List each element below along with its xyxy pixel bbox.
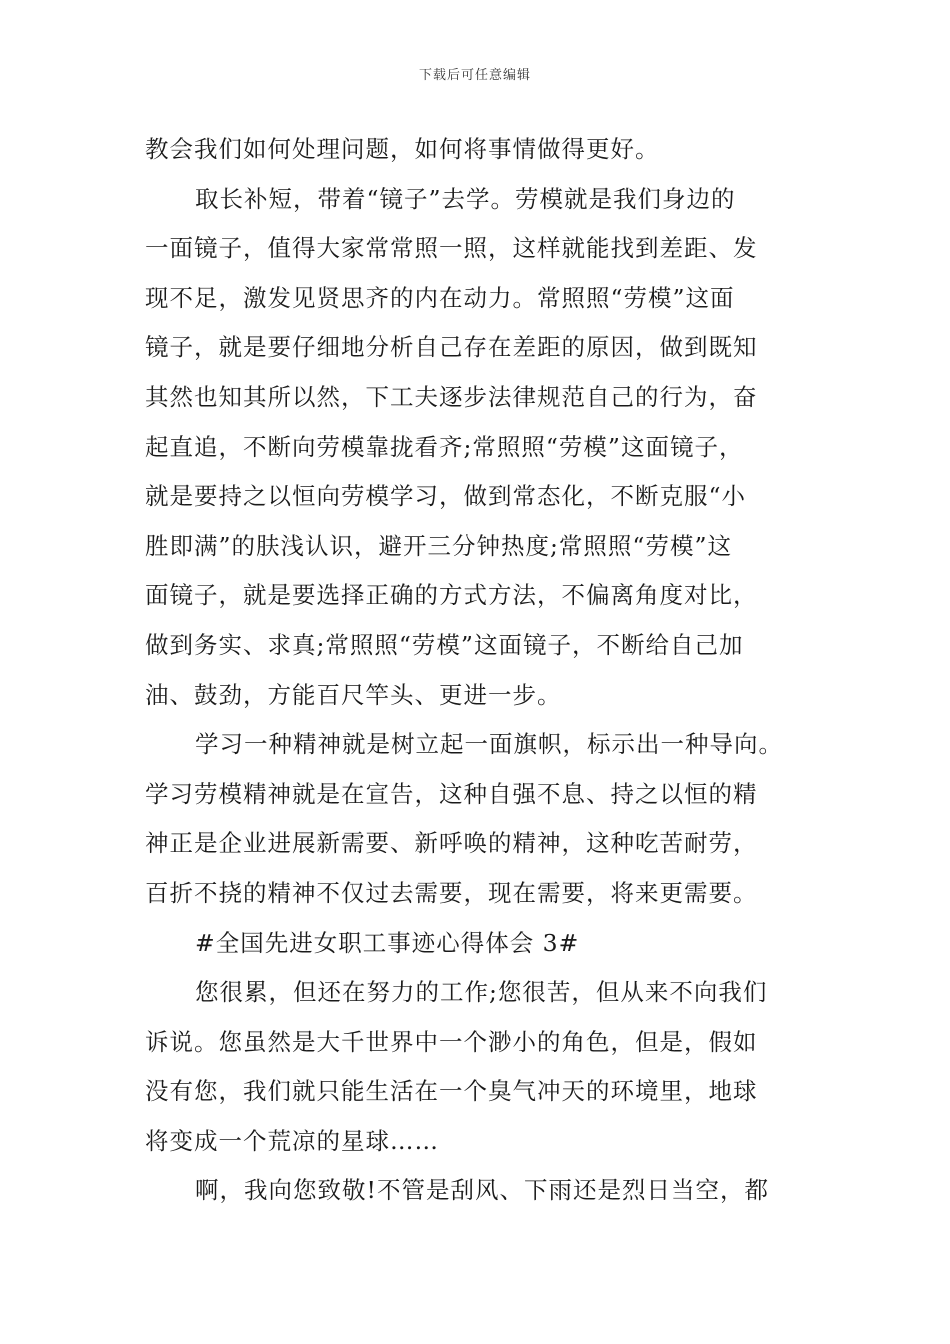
text-line: 您很累，但还在努力的工作;您很苦，但从来不向我们 xyxy=(195,978,768,1007)
text-line: 起直追，不断向劳模靠拢看齐;常照照“劳模”这面镜子， xyxy=(145,432,744,461)
text-line: 就是要持之以恒向劳模学习，做到常态化，不断克服“小 xyxy=(145,482,747,511)
text-line: 其然也知其所以然，下工夫逐步法律规范自己的行为，奋 xyxy=(145,382,758,411)
text-line: 诉说。您虽然是大千世界中一个渺小的角色，但是，假如 xyxy=(145,1027,758,1056)
text-line: 取长补短，带着“镜子”去学。劳模就是我们身边的 xyxy=(195,184,736,213)
text-line: 没有您，我们就只能生活在一个臭气冲天的环境里，地球 xyxy=(145,1077,758,1106)
text-line: 油、鼓劲，方能百尺竿头、更进一步。 xyxy=(145,680,562,709)
text-line: 胜即满”的肤浅认识，避开三分钟热度;常照照“劳模”这 xyxy=(145,531,732,560)
text-line: 将变成一个荒凉的星球…… xyxy=(145,1126,439,1155)
text-line: 学习劳模精神就是在宣告，这种自强不息、持之以恒的精 xyxy=(145,779,758,808)
section-heading: #全国先进女职工事迹心得体会 3# xyxy=(195,928,580,957)
text-line: 教会我们如何处理问题，如何将事情做得更好。 xyxy=(145,135,660,163)
text-line: 百折不挠的精神不仅过去需要，现在需要，将来更需要。 xyxy=(145,878,758,907)
text-line: 学习一种精神就是树立起一面旗帜，标示出一种导向。 xyxy=(195,730,783,759)
text-line: 面镜子，就是要选择正确的方式方法，不偏离角度对比， xyxy=(145,581,758,610)
text-line: 啊，我向您致敬!不管是刮风、下雨还是烈日当空，都 xyxy=(195,1176,769,1205)
text-line: 一面镜子，值得大家常常照一照，这样就能找到差距、发 xyxy=(145,234,758,263)
page-header: 下载后可任意编辑 xyxy=(418,68,531,83)
document-body xyxy=(145,125,810,1216)
text-line: 做到务实、求真;常照照“劳模”这面镜子，不断给自己加 xyxy=(145,630,744,659)
text-line: 神正是企业进展新需要、新呼唤的精神，这种吃苦耐劳， xyxy=(145,829,758,858)
text-line: 镜子，就是要仔细地分析自己存在差距的原因，做到既知 xyxy=(145,333,758,362)
text-line: 现不足，激发见贤思齐的内在动力。常照照“劳模”这面 xyxy=(145,283,735,312)
